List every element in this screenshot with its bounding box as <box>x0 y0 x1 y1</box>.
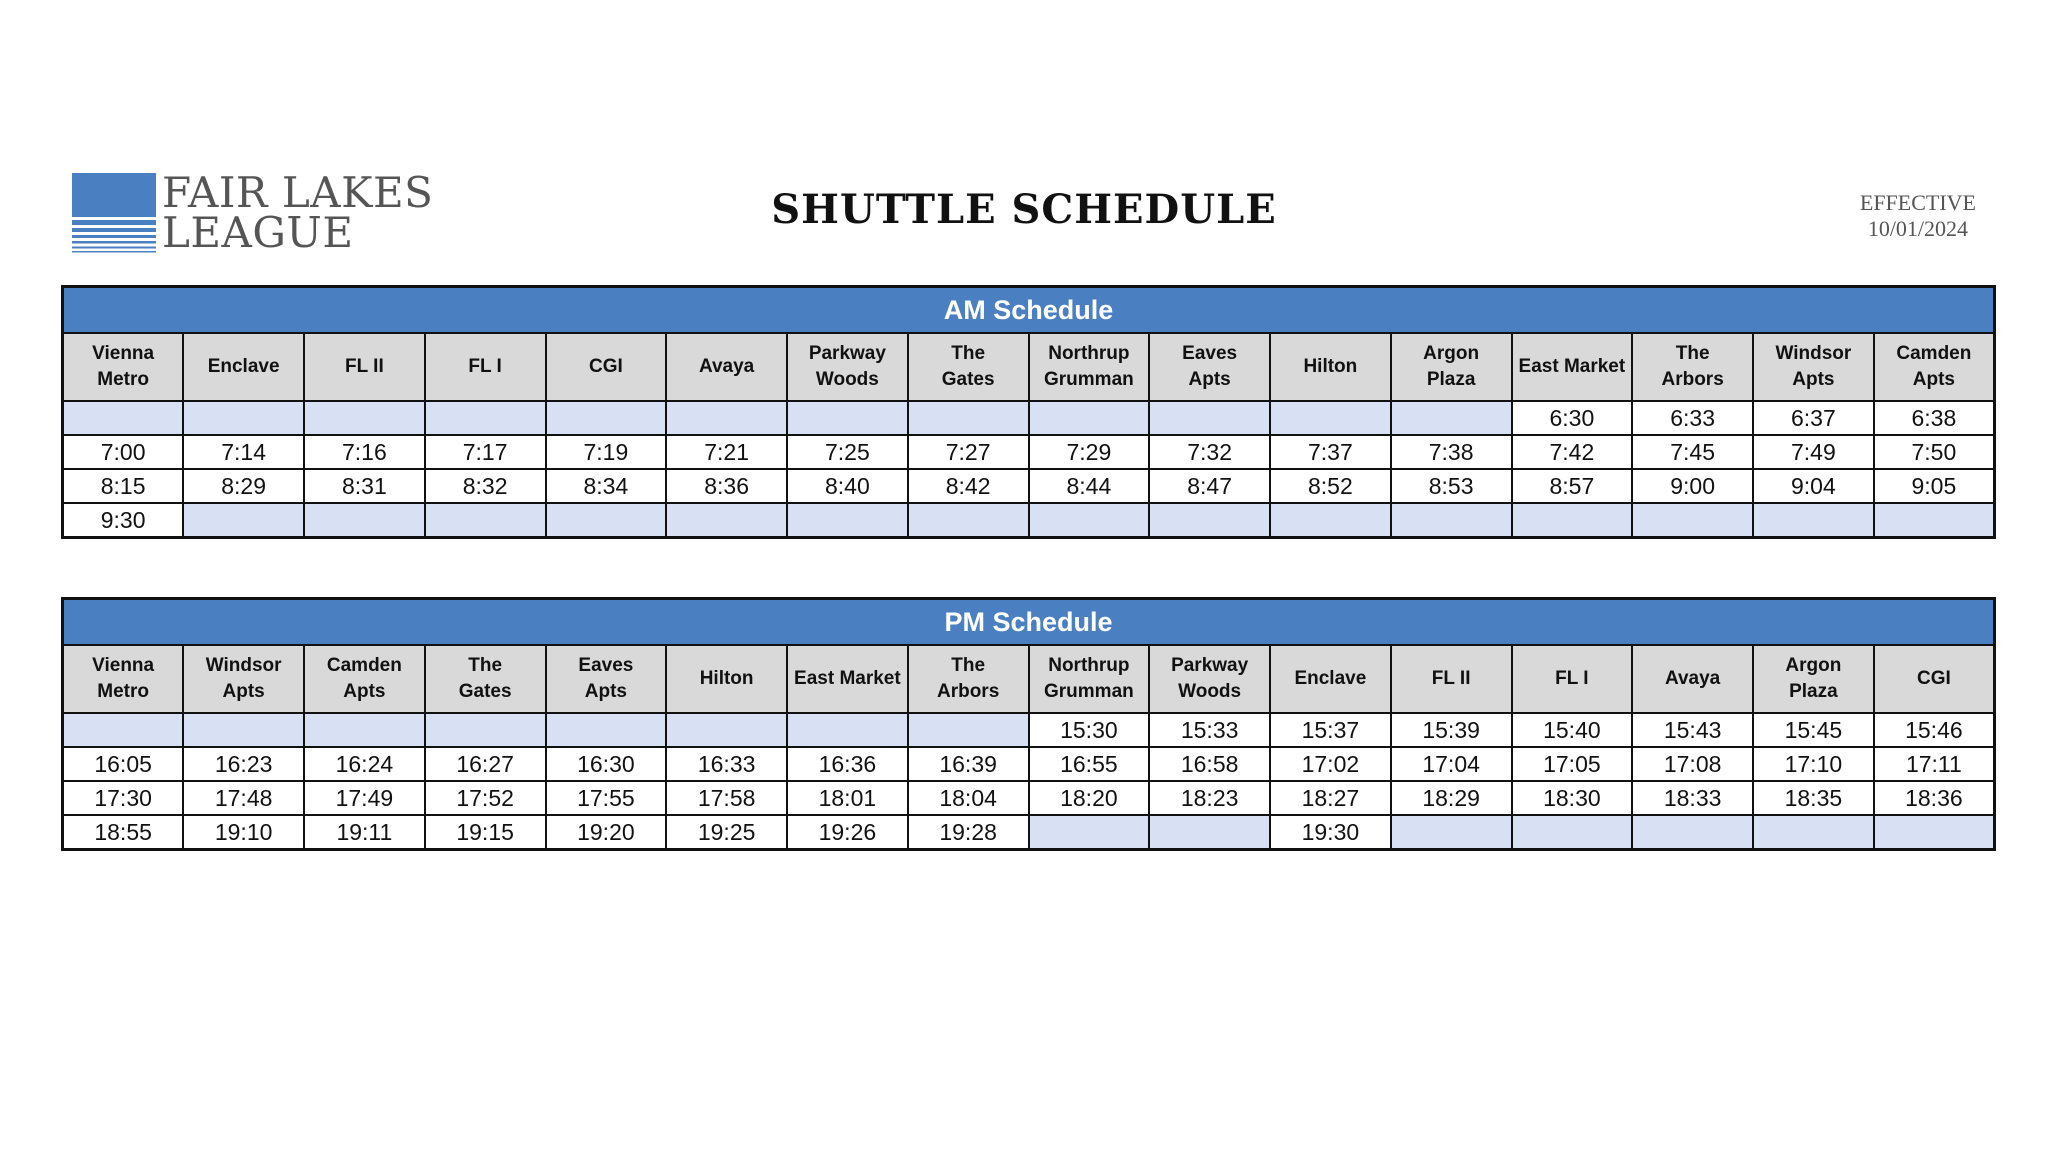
time-cell: 8:57 <box>1512 469 1633 503</box>
table-row <box>63 781 1995 815</box>
time-cell: 16:24 <box>304 747 425 781</box>
time-cell: 15:43 <box>1632 713 1753 747</box>
time-cell: 9:04 <box>1753 469 1874 503</box>
time-cell <box>425 503 546 538</box>
am-column-header <box>304 333 425 401</box>
header-line: Windsor <box>205 655 282 676</box>
pm-column-header <box>546 645 667 713</box>
time-cell: 18:30 <box>1512 781 1633 815</box>
header-line: Metro <box>97 369 149 390</box>
pm-column-header <box>787 645 908 713</box>
effective-date-value: 10/01/2024 <box>1867 216 1969 241</box>
header-line: Northrup <box>1048 655 1130 676</box>
am-column-header <box>425 333 546 401</box>
time-cell: 17:08 <box>1632 747 1753 781</box>
time-cell <box>1512 503 1633 538</box>
time-cell <box>1874 815 1995 850</box>
header-line: Avaya <box>698 356 755 377</box>
time-cell: 6:33 <box>1632 401 1753 435</box>
header-line: The <box>468 655 503 676</box>
pm-column-header <box>1512 645 1633 713</box>
time-cell <box>787 713 908 747</box>
time-cell <box>1029 815 1150 850</box>
time-cell: 8:34 <box>546 469 667 503</box>
time-cell: 8:31 <box>304 469 425 503</box>
header-line: East Market <box>1518 356 1626 377</box>
time-cell: 17:05 <box>1512 747 1633 781</box>
time-cell: 7:45 <box>1632 435 1753 469</box>
am-column-header <box>787 333 908 401</box>
header-line: Argon <box>1423 343 1480 364</box>
table-row <box>63 435 1995 469</box>
header-line: Parkway <box>1171 655 1249 676</box>
header-line: Arbors <box>936 681 1000 702</box>
time-cell <box>1029 503 1150 538</box>
time-cell: 19:11 <box>304 815 425 850</box>
header-line: FL I <box>468 356 502 377</box>
header-line: Woods <box>1178 681 1242 702</box>
time-cell <box>1753 815 1874 850</box>
time-cell <box>1391 401 1512 435</box>
header-line: Apts <box>584 681 627 702</box>
time-cell <box>787 401 908 435</box>
time-cell <box>304 401 425 435</box>
time-cell <box>908 401 1029 435</box>
time-cell <box>1391 815 1512 850</box>
header-line: FL I <box>1555 668 1589 689</box>
time-cell <box>1149 503 1270 538</box>
pm-header-row <box>63 645 1995 713</box>
pm-column-header <box>1391 645 1512 713</box>
header-line: Vienna <box>92 343 155 364</box>
header-line: Avaya <box>1664 668 1721 689</box>
time-cell: 16:36 <box>787 747 908 781</box>
time-cell <box>666 401 787 435</box>
time-cell: 8:36 <box>666 469 787 503</box>
time-cell: 18:27 <box>1270 781 1391 815</box>
table-row <box>63 503 1995 538</box>
am-column-header <box>1391 333 1512 401</box>
time-cell <box>908 503 1029 538</box>
time-cell <box>1270 401 1391 435</box>
header-line: Apts <box>1188 369 1231 390</box>
table-row <box>63 815 1995 850</box>
header-line: Apts <box>222 681 265 702</box>
pm-column-header <box>63 645 184 713</box>
header-line: Metro <box>97 681 149 702</box>
time-cell: 19:15 <box>425 815 546 850</box>
time-cell: 7:38 <box>1391 435 1512 469</box>
time-cell: 9:05 <box>1874 469 1995 503</box>
am-column-header <box>1874 333 1995 401</box>
am-header-row <box>63 333 1995 401</box>
header-line: CGI <box>1916 668 1951 689</box>
time-cell: 9:00 <box>1632 469 1753 503</box>
time-cell <box>1874 503 1995 538</box>
time-cell: 7:32 <box>1149 435 1270 469</box>
time-cell: 15:45 <box>1753 713 1874 747</box>
header-line: Camden <box>1896 343 1972 364</box>
time-cell: 7:37 <box>1270 435 1391 469</box>
time-cell: 17:04 <box>1391 747 1512 781</box>
pm-schedule-table <box>61 597 1996 851</box>
header-line: Hilton <box>1303 356 1358 377</box>
time-cell: 19:26 <box>787 815 908 850</box>
time-cell <box>1632 503 1753 538</box>
time-cell: 15:40 <box>1512 713 1633 747</box>
time-cell <box>546 713 667 747</box>
time-cell: 8:53 <box>1391 469 1512 503</box>
time-cell: 17:55 <box>546 781 667 815</box>
time-cell <box>666 503 787 538</box>
time-cell: 7:17 <box>425 435 546 469</box>
time-cell: 19:20 <box>546 815 667 850</box>
am-column-header <box>908 333 1029 401</box>
time-cell <box>1270 503 1391 538</box>
am-column-header <box>1270 333 1391 401</box>
time-cell: 15:33 <box>1149 713 1270 747</box>
header-line: Hilton <box>699 668 754 689</box>
time-cell: 7:27 <box>908 435 1029 469</box>
time-cell: 15:37 <box>1270 713 1391 747</box>
logo-line2: LEAGUE <box>162 208 354 257</box>
time-cell <box>304 503 425 538</box>
pm-column-header <box>666 645 787 713</box>
time-cell: 18:23 <box>1149 781 1270 815</box>
table-row <box>63 747 1995 781</box>
time-cell: 18:36 <box>1874 781 1995 815</box>
pm-column-header <box>304 645 425 713</box>
table-row <box>63 469 1995 503</box>
time-cell: 19:25 <box>666 815 787 850</box>
time-cell <box>1391 503 1512 538</box>
time-cell: 7:42 <box>1512 435 1633 469</box>
pm-column-header <box>1632 645 1753 713</box>
time-cell: 18:35 <box>1753 781 1874 815</box>
pm-column-header <box>1149 645 1270 713</box>
am-schedule-table <box>61 285 1996 539</box>
header-line: Apts <box>1912 369 1955 390</box>
pm-column-header <box>1753 645 1874 713</box>
am-column-header <box>63 333 184 401</box>
time-cell: 7:14 <box>183 435 304 469</box>
pm-column-header <box>425 645 546 713</box>
header-line: Grumman <box>1044 681 1134 702</box>
pm-column-header <box>908 645 1029 713</box>
time-cell: 17:10 <box>1753 747 1874 781</box>
time-cell: 9:30 <box>63 503 184 538</box>
header-line: Plaza <box>1426 369 1476 390</box>
time-cell: 7:29 <box>1029 435 1150 469</box>
time-cell: 7:49 <box>1753 435 1874 469</box>
time-cell: 18:55 <box>63 815 184 850</box>
effective-date <box>1860 190 1976 242</box>
time-cell: 19:28 <box>908 815 1029 850</box>
time-cell: 16:30 <box>546 747 667 781</box>
time-cell: 8:52 <box>1270 469 1391 503</box>
logo-line1: FAIR LAKES <box>162 168 434 217</box>
pm-column-header <box>1029 645 1150 713</box>
header-line: FL II <box>345 356 384 377</box>
time-cell: 8:47 <box>1149 469 1270 503</box>
time-cell <box>1149 815 1270 850</box>
header-line: The <box>951 343 986 364</box>
time-cell: 17:49 <box>304 781 425 815</box>
time-cell: 15:46 <box>1874 713 1995 747</box>
time-cell: 16:39 <box>908 747 1029 781</box>
time-cell: 8:29 <box>183 469 304 503</box>
header-line: Grumman <box>1044 369 1134 390</box>
pm-column-header <box>1270 645 1391 713</box>
time-cell: 8:32 <box>425 469 546 503</box>
am-schedule-title: AM Schedule <box>63 287 1995 334</box>
header-line: Apts <box>343 681 386 702</box>
am-column-header <box>1029 333 1150 401</box>
time-cell <box>787 503 908 538</box>
time-cell <box>63 713 184 747</box>
time-cell <box>1512 815 1633 850</box>
time-cell: 17:11 <box>1874 747 1995 781</box>
header-line: Argon <box>1785 655 1842 676</box>
time-cell: 17:58 <box>666 781 787 815</box>
time-cell: 7:21 <box>666 435 787 469</box>
time-cell: 7:50 <box>1874 435 1995 469</box>
time-cell: 18:01 <box>787 781 908 815</box>
time-cell: 16:33 <box>666 747 787 781</box>
time-cell <box>183 713 304 747</box>
header-line: The <box>951 655 986 676</box>
am-column-header <box>1632 333 1753 401</box>
time-cell: 18:33 <box>1632 781 1753 815</box>
header-line: East Market <box>794 668 901 689</box>
header-line: Camden <box>326 655 402 676</box>
am-column-header <box>1512 333 1633 401</box>
pm-column-header <box>183 645 304 713</box>
header-line: Plaza <box>1789 681 1838 702</box>
header-line: The <box>1675 343 1710 364</box>
time-cell: 6:30 <box>1512 401 1633 435</box>
time-cell: 6:38 <box>1874 401 1995 435</box>
table-row <box>63 401 1995 435</box>
time-cell: 7:25 <box>787 435 908 469</box>
time-cell <box>1632 815 1753 850</box>
time-cell: 15:39 <box>1391 713 1512 747</box>
header-line: Enclave <box>207 356 280 377</box>
header-line: Parkway <box>808 343 886 364</box>
time-cell: 18:20 <box>1029 781 1150 815</box>
time-cell <box>1029 401 1150 435</box>
header-line: Arbors <box>1661 369 1724 390</box>
am-column-header <box>1149 333 1270 401</box>
time-cell <box>425 401 546 435</box>
time-cell: 19:30 <box>1270 815 1391 850</box>
time-cell: 8:42 <box>908 469 1029 503</box>
header-line: FL II <box>1431 668 1471 689</box>
time-cell: 19:10 <box>183 815 304 850</box>
time-cell: 7:19 <box>546 435 667 469</box>
header-line: CGI <box>588 356 623 377</box>
time-cell: 17:48 <box>183 781 304 815</box>
time-cell: 16:05 <box>63 747 184 781</box>
time-cell: 15:30 <box>1029 713 1150 747</box>
time-cell: 17:52 <box>425 781 546 815</box>
time-cell <box>666 713 787 747</box>
time-cell: 8:44 <box>1029 469 1150 503</box>
header-line: Vienna <box>92 655 155 676</box>
time-cell <box>183 503 304 538</box>
time-cell: 17:02 <box>1270 747 1391 781</box>
time-cell <box>425 713 546 747</box>
time-cell <box>63 401 184 435</box>
time-cell <box>1149 401 1270 435</box>
pm-column-header <box>1874 645 1995 713</box>
header-line: Woods <box>815 369 879 390</box>
time-cell: 18:29 <box>1391 781 1512 815</box>
header-line: Apts <box>1792 369 1835 390</box>
time-cell: 7:16 <box>304 435 425 469</box>
table-row <box>63 713 1995 747</box>
pm-schedule-title: PM Schedule <box>63 599 1995 646</box>
time-cell <box>304 713 425 747</box>
am-column-header <box>183 333 304 401</box>
time-cell: 8:15 <box>63 469 184 503</box>
am-column-header <box>1753 333 1874 401</box>
time-cell: 16:55 <box>1029 747 1150 781</box>
effective-label: EFFECTIVE <box>1859 190 1976 215</box>
time-cell <box>908 713 1029 747</box>
time-cell <box>546 401 667 435</box>
time-cell: 7:00 <box>63 435 184 469</box>
time-cell: 16:23 <box>183 747 304 781</box>
header-line: Enclave <box>1294 668 1367 689</box>
header-line: Gates <box>458 681 512 702</box>
time-cell: 8:40 <box>787 469 908 503</box>
time-cell: 18:04 <box>908 781 1029 815</box>
time-cell <box>1753 503 1874 538</box>
am-column-header <box>546 333 667 401</box>
header-line: Northrup <box>1048 343 1130 364</box>
time-cell: 16:58 <box>1149 747 1270 781</box>
header-line: Eaves <box>578 655 634 676</box>
time-cell <box>183 401 304 435</box>
page-title: SHUTTLE SCHEDULE <box>771 186 1277 233</box>
time-cell: 6:37 <box>1753 401 1874 435</box>
time-cell <box>546 503 667 538</box>
header-line: Eaves <box>1182 343 1238 364</box>
time-cell: 16:27 <box>425 747 546 781</box>
time-cell: 17:30 <box>63 781 184 815</box>
am-column-header <box>666 333 787 401</box>
header-line: Windsor <box>1775 343 1852 364</box>
header-line: Gates <box>941 369 995 390</box>
